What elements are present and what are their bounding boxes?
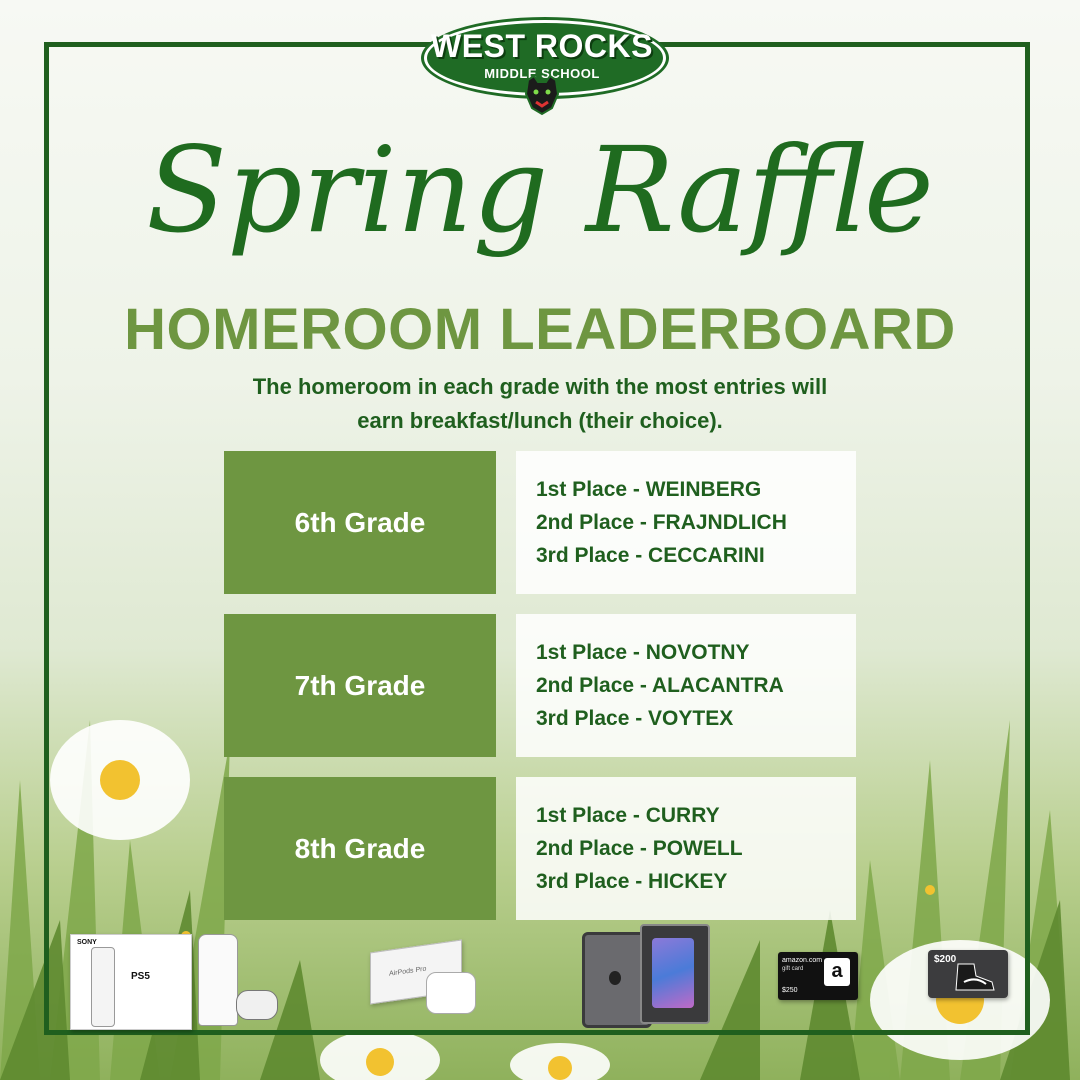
second-place: 2nd Place - POWELL bbox=[536, 837, 743, 860]
amazon-label: amazon.com bbox=[782, 957, 823, 964]
airpods-prize-image bbox=[370, 940, 480, 1020]
grade-row-7th bbox=[224, 614, 856, 757]
logo-school-name: WEST ROCKS bbox=[431, 28, 653, 64]
second-place: 2nd Place - ALACANTRA bbox=[536, 674, 784, 697]
prize-description-line-2: earn breakfast/lunch (their choice). bbox=[357, 408, 723, 433]
placement-list bbox=[516, 777, 856, 920]
apple-logo-icon bbox=[609, 971, 621, 985]
grade-row-6th bbox=[224, 451, 856, 594]
amazon-amount: $250 bbox=[782, 987, 798, 994]
first-place: 1st Place - NOVOTNY bbox=[536, 641, 750, 664]
sneaker-gift-card-image bbox=[928, 950, 1008, 998]
ps5-label: PS5 bbox=[131, 971, 150, 982]
amazon-gift-card-image bbox=[778, 952, 858, 1000]
second-place: 2nd Place - FRAJNDLICH bbox=[536, 511, 787, 534]
first-place: 1st Place - CURRY bbox=[536, 804, 720, 827]
grade-label: 8th Grade bbox=[224, 777, 496, 920]
sneaker-icon bbox=[952, 962, 996, 994]
ipad-prize-image bbox=[582, 924, 708, 1024]
airpods-label: AirPods Pro bbox=[389, 965, 427, 978]
third-place: 3rd Place - HICKEY bbox=[536, 870, 728, 893]
ps5-console bbox=[198, 934, 238, 1026]
prize-description bbox=[190, 370, 890, 438]
amazon-a-logo-icon: a bbox=[824, 958, 850, 986]
spring-raffle-title: Spring Raffle bbox=[146, 121, 934, 259]
grade-label: 6th Grade bbox=[224, 451, 496, 594]
ps5-prize-image bbox=[70, 930, 280, 1030]
grade-row-8th bbox=[224, 777, 856, 920]
amazon-sub: gift card bbox=[782, 966, 804, 972]
ps5-box bbox=[70, 934, 192, 1030]
third-place: 3rd Place - VOYTEX bbox=[536, 707, 734, 730]
placement-list bbox=[516, 614, 856, 757]
grade-label: 7th Grade bbox=[224, 614, 496, 757]
ps5-brand: SONY bbox=[77, 939, 97, 946]
third-place: 3rd Place - CECCARINI bbox=[536, 544, 765, 567]
airpods-case bbox=[426, 972, 476, 1014]
first-place: 1st Place - WEINBERG bbox=[536, 478, 762, 501]
placement-list bbox=[516, 451, 856, 594]
controller-icon bbox=[236, 990, 278, 1020]
ipad-box bbox=[640, 924, 710, 1024]
sneaker-amount: $200 bbox=[934, 954, 957, 965]
leaderboard-headline: HOMEROOM LEADERBOARD bbox=[124, 297, 956, 362]
prize-description-line-1: The homeroom in each grade with the most entries will bbox=[252, 374, 828, 399]
logo-school-subtitle: MIDDLE SCHOOL bbox=[484, 66, 600, 81]
